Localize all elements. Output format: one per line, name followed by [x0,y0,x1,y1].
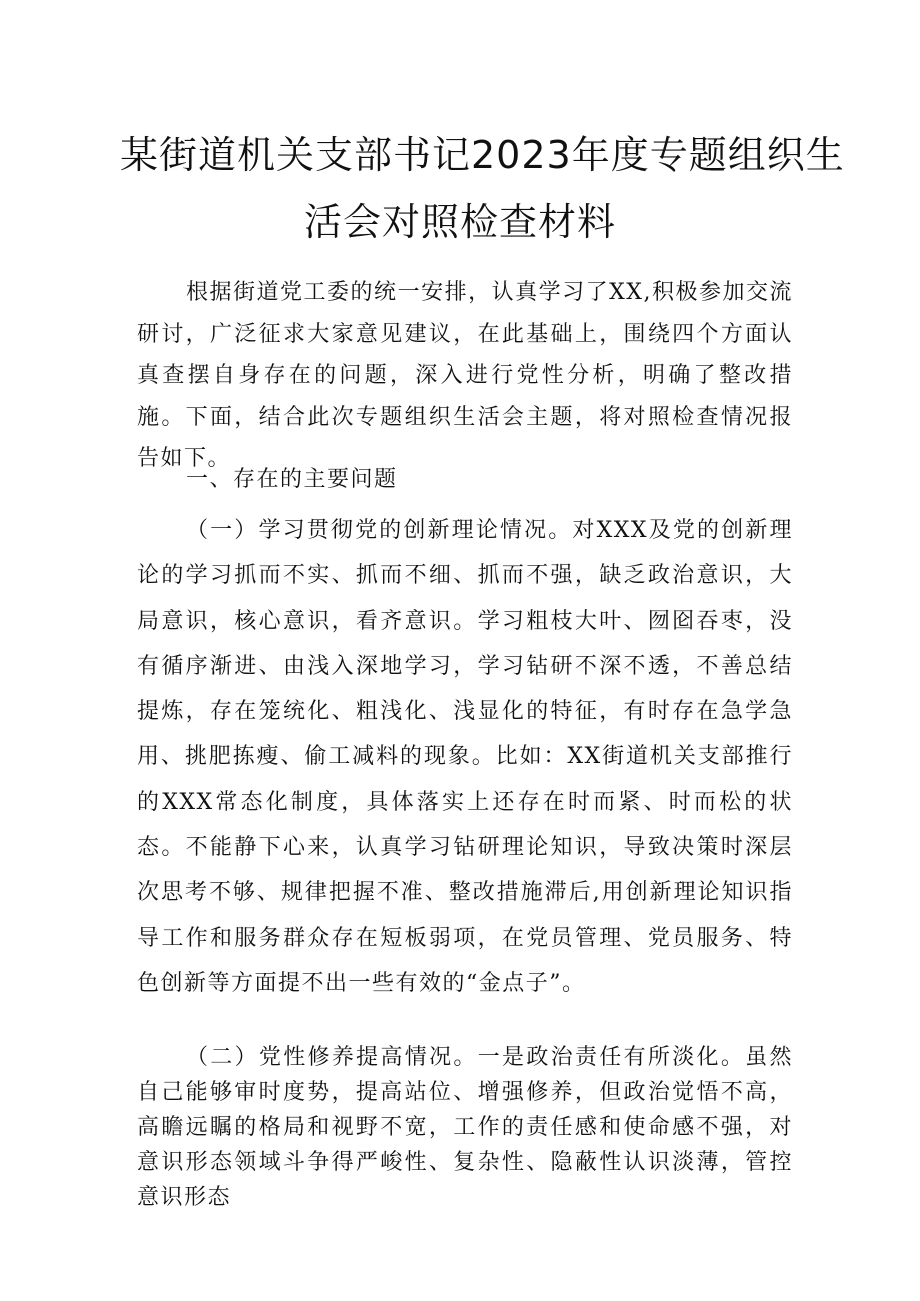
intro-paragraph: 根据街道党工委的统一安排，认真学习了XX,积极参加交流研讨，广泛征求大家意见建议，在此基础上，围绕四个方面认真查摆自身存在的问题，深入进行党性分析，明确了整改措施。下面，结合此次专题组织生活会主题，将对照检查情况报告如下。 [137,280,793,471]
subsection-1-paragraph: （一）学习贯彻党的创新理论情况。对XXX及党的创新理论的学习抓而不实、抓而不细、抓而不强，缺乏政治意识，大局意识，核心意识，看齐意识。学习粗枝大叶、囫囵吞枣，没有循序渐进、由浅入深地学习，学习钻研不深不透，不善总结提炼，存在笼统化、粗浅化、浅显化的特征，有时存在急学急用、挑肥拣瘦、偷工减料的现象。比如：XX街道机关支部推行的XXX常态化制度，具体落实上还存在时而紧、时而松的状态。不能静下心来，认真学习钻研理论知识，导致决策时深层次思考不够、规律把握不准、整改措施滞后,用创新理论知识指导工作和服务群众存在短板弱项，在党员管理、党员服务、特色创新等方面提不出一些有效的“金点子”。 [137,518,793,996]
document-title-line-1: 某街道机关支部书记2023年度专题组织生 [120,133,845,177]
section-heading: 一、存在的主要问题 [186,467,398,492]
document-title-line-2: 活会对照检查材料 [303,200,616,244]
subsection-2-paragraph: （二）党性修养提高情况。一是政治责任有所淡化。虽然自己能够审时度势，提高站位、增强修养，但政治觉悟不高，高瞻远瞩的格局和视野不宽，工作的责任感和使命感不强，对意识形态领域斗争得严峻性、复杂性、隐蔽性认识淡薄，管控意识形态 [137,1045,793,1210]
